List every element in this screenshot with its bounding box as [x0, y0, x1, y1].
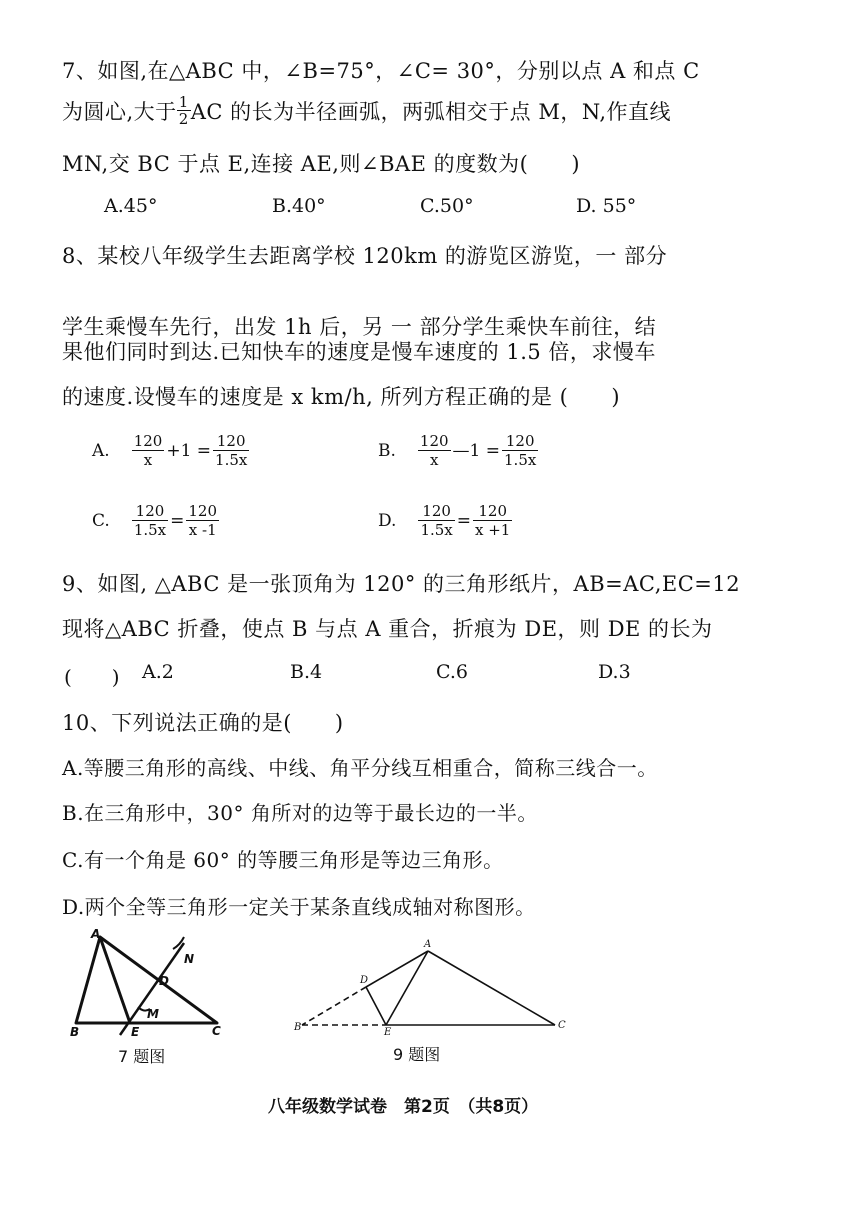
numerator: 120: [418, 502, 454, 521]
label-a: A: [91, 927, 101, 941]
q7-option-a: A.45°: [104, 195, 158, 217]
q7-option-c: C.50°: [420, 195, 474, 217]
segment-de: [366, 987, 386, 1025]
q7-line2: [62, 94, 671, 127]
q8-option-d: [378, 502, 512, 539]
q8-line2: 学生乘慢车先行，出发 1h 后，另 一 部分学生乘快车前往，结: [62, 315, 657, 339]
left-fraction: [418, 502, 454, 539]
q7-line3: MN,交 BC 于点 E,连接 AE,则∠BAE 的度数为( ): [62, 152, 581, 176]
denominator: x: [429, 451, 439, 469]
segment-bd-dashed: [302, 987, 366, 1025]
q7-line1: 7、如图,在△ABC 中，∠B=75°，∠C= 30°，分别以点 A 和点 C: [62, 59, 700, 83]
q10-option-c: C.有一个角是 60° 的等腰三角形是等边三角形。: [62, 848, 504, 872]
denominator: 1.5x: [215, 451, 248, 469]
q9-line1: 9、如图, △ABC 是一张顶角为 120° 的三角形纸片，AB=AC,EC=12: [62, 572, 741, 596]
operator: +1 =: [166, 440, 212, 461]
option-label: C.: [92, 510, 110, 531]
option-label: A.: [92, 440, 110, 461]
q10-option-b: B.在三角形中，30° 角所对的边等于最长边的一半。: [62, 801, 538, 825]
label-m: M: [147, 1007, 159, 1021]
q7-line2-pre: 为圆心,大于: [62, 99, 177, 124]
q10-option-d: D.两个全等三角形一定关于某条直线成轴对称图形。: [62, 895, 536, 919]
numerator: 120: [213, 432, 249, 451]
q8-option-a: [92, 432, 249, 469]
left-fraction: [132, 432, 165, 469]
label-d: D: [159, 974, 169, 988]
denominator: 1.5x: [420, 521, 453, 539]
label-c: C: [212, 1024, 221, 1038]
q9-option-d: D.3: [598, 661, 631, 683]
label-e: E: [384, 1027, 392, 1035]
numerator: 120: [132, 502, 168, 521]
q8-line3: 果他们同时到达.已知快车的速度是慢车速度的 1.5 倍，求慢车: [62, 340, 656, 364]
numerator: 120: [473, 502, 512, 521]
figure-7-diagram: [60, 925, 235, 1040]
figure-9-diagram: [290, 935, 580, 1035]
label-e: E: [131, 1025, 140, 1039]
half-fraction: [177, 94, 191, 127]
denominator: 1.5x: [133, 521, 167, 539]
q7-option-d: D. 55°: [576, 195, 637, 217]
operator: —1 =: [452, 440, 501, 461]
segment-ae: [386, 951, 428, 1025]
q9-option-c: C.6: [436, 661, 468, 683]
segment-ac: [428, 951, 555, 1025]
operator: =: [456, 510, 472, 531]
label-b: B: [70, 1025, 80, 1039]
q10-option-a: A.等腰三角形的高线、中线、角平分线互相重合，简称三线合一。: [62, 756, 658, 780]
label-c: C: [558, 1020, 566, 1031]
denominator: x: [143, 451, 153, 469]
numerator: 120: [133, 432, 163, 450]
numerator: 120: [502, 432, 538, 451]
right-fraction: [502, 432, 538, 469]
denominator: 1.5x: [504, 451, 537, 469]
right-fraction: [186, 502, 219, 539]
right-fraction: [473, 502, 512, 539]
half-denominator: 2: [178, 110, 189, 128]
q8-option-c: [92, 502, 219, 539]
q8-line4: 的速度.设慢车的速度是 x km/h, 所列方程正确的是 ( ): [62, 385, 621, 409]
label-a: A: [424, 939, 432, 950]
denominator: x +1: [475, 521, 511, 539]
q8-line1: 8、某校八年级学生去距离学校 120km 的游览区游览，一 部分: [62, 244, 668, 268]
label-d: D: [360, 975, 369, 986]
page-footer: 八年级数学试卷 第2页 （共8页）: [268, 1097, 539, 1117]
half-numerator: 1: [178, 93, 189, 111]
option-label: D.: [378, 510, 397, 531]
q9-option-a: A.2: [142, 661, 174, 683]
q8-option-b: [378, 432, 538, 469]
numerator: 120: [419, 432, 449, 450]
left-fraction: [418, 432, 451, 469]
label-b: B: [294, 1022, 302, 1033]
q9-option-b: B.4: [290, 661, 323, 683]
numerator: 120: [188, 502, 218, 520]
denominator: x -1: [188, 521, 217, 539]
segment-ae: [100, 937, 130, 1023]
line-mn: [120, 943, 184, 1035]
option-label: B.: [378, 440, 396, 461]
q9-line2: 现将△ABC 折叠，使点 B 与点 A 重合，折痕为 DE，则 DE 的长为: [62, 617, 713, 641]
left-fraction: [132, 502, 168, 539]
q7-option-b: B.40°: [272, 195, 326, 217]
figure-7-caption: 7 题图: [118, 1047, 166, 1066]
operator: =: [170, 510, 185, 531]
q9-paren: ( ): [64, 665, 120, 689]
right-fraction: [213, 432, 249, 469]
q7-line2-post: AC 的长为半径画弧，两弧相交于点 M，N,作直线: [190, 99, 672, 124]
figure-9-caption: 9 题图: [393, 1045, 441, 1064]
q10-line1: 10、下列说法正确的是( ): [62, 711, 344, 735]
label-n: N: [184, 952, 195, 966]
